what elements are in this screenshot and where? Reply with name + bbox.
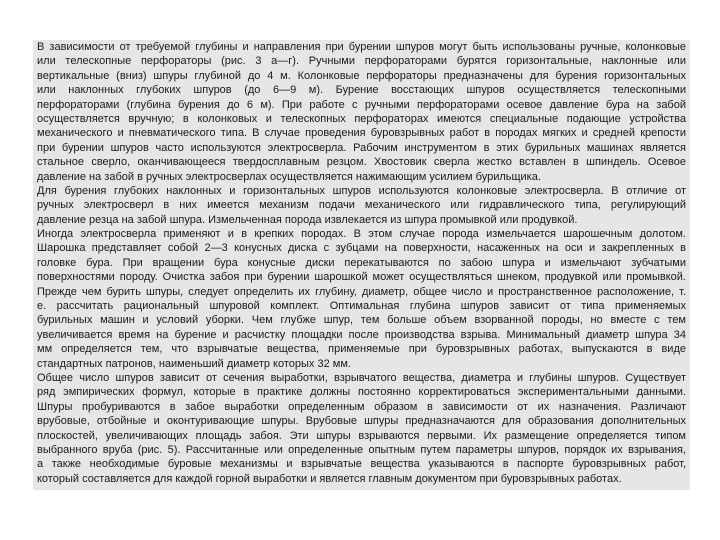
- text-line: осуществляется вручную; в колонковых и телескопных перфораторах имеются специальные подающие устройства: [37, 112, 686, 125]
- document-text-block: [33, 40, 690, 490]
- text-line: е. рассчитать рациональный шпуровой комплект. Оптимальная глубина шпуров зависит от типа применяемых: [37, 300, 686, 313]
- text-line: Общее число шпуров зависит от сечения выработки, взрывчатого вещества, диаметра и глубины шпуров. Существует: [37, 371, 686, 384]
- text-line: врубовые, отбойные и оконтуривающие шпуры. Врубовые шпуры предназначаются для образования дополнительных: [37, 415, 686, 428]
- text-line: мм определяется тем, что взрывчатые вещества, применяемые при буровзрывных работах, выпускаются в виде: [37, 343, 686, 356]
- text-line: или наклонных глубоких шпуров (до 6—9 м). Бурение восстающих шпуров осуществляется телескопными: [37, 84, 686, 97]
- text-line: Прежде чем бурить шпуры, следует определить их глубину, диаметр, общее число и пространственное расположение, т.: [37, 285, 686, 298]
- text-line: вертикальные (вниз) шпуры глубиной до 4 м. Колонковые перфораторы предназначены для бурения горизонтальных: [37, 69, 686, 82]
- text-line: или телескопные перфораторы (рис. 3 а—г). Ручными перфораторами бурятся горизонтальные, наклонные или: [37, 55, 686, 68]
- text-line: Шарошка представляет собой 2—3 конусных диска с зубцами на поверхности, насаженных на оси и закрепленных в: [37, 242, 686, 255]
- text-line: Для бурения глубоких наклонных и горизонтальных шпуров используются колонковые электросверла. В отличие от: [37, 184, 686, 197]
- text-line: при бурении шпуров часто используются электросверла. Рабочим инструментом в этих бурильных машинах является: [37, 141, 686, 154]
- text-line: который составляется для каждой горной выработки и является главным документом при буровзрывных работах.: [37, 472, 622, 485]
- text-line: давление резца на забой шпура. Измельченная порода извлекается из шпура промывкой или продувкой.: [37, 213, 578, 226]
- text-line: механического и пневматического типа. В случае проведения буровзрывных работ в породах мягких и средней крепости: [37, 127, 686, 140]
- text-line: бурильных машин и условий уборки. Чем глубже шпур, тем больше объем взорванной породы, но вместе с тем: [37, 314, 686, 327]
- text-line: ряд эмпирических формул, которые в практике должны постоянно корректироваться экспериментальными данными.: [37, 386, 686, 399]
- text-line: Иногда электросверла применяют и в крепких породах. В этом случае порода измельчается шарошечным долотом.: [37, 228, 686, 241]
- text-line: стандартных патронов, наименьший диаметр которых 32 мм.: [37, 357, 351, 370]
- text-line: выбранного вруба (рис. 5). Рассчитанные или определенные опытным путем параметры шпуров, порядок их взрывания,: [37, 443, 686, 456]
- text-line: поверхностями породу. Очистка забоя при бурении шарошкой может осуществляться шнеком, продувкой или промывкой.: [37, 271, 686, 284]
- text-line: а также необходимые буровые механизмы и взрывчатые вещества указываются в паспорте буровзрывных работ,: [37, 458, 686, 471]
- text-line: давление на забой в ручных электросверлах осуществляется нажимающим усилием бурильщика.: [37, 170, 541, 183]
- text-line: В зависимости от требуемой глубины и направления при бурении шпуров могут быть использованы ручные, колонковые: [37, 41, 686, 53]
- text-line: плоскостей, увеличивающих площадь забоя. Эти шпуры взрываются первыми. Их размещение определяется типом: [37, 429, 686, 442]
- text-line: увеличивается время на бурение и расчистку площадки после производства взрыва. Минимальный диаметр шпура 34: [37, 328, 686, 341]
- text-line: стальное сверло, оканчивающееся твердосплавным резцом. Хвостовик сверла жестко вставлен в шпиндель. Осевое: [37, 156, 686, 169]
- text-line: перфораторами (глубина бурения до 6 м). При работе с ручными перфораторами осевое давление бура на забой: [37, 98, 686, 111]
- text-line: головке бура. При вращении бура конусные диски перекатываются по забою шпура и измельчают зубчатыми: [37, 256, 686, 269]
- text-line: Шпуры пробуриваются в забое выработки определенным образом в зависимости от их назначения. Различают: [37, 400, 686, 413]
- text-line: ручных электросверл в них имеется механизм подачи механического или гидравлического типа, регулирующий: [37, 199, 686, 212]
